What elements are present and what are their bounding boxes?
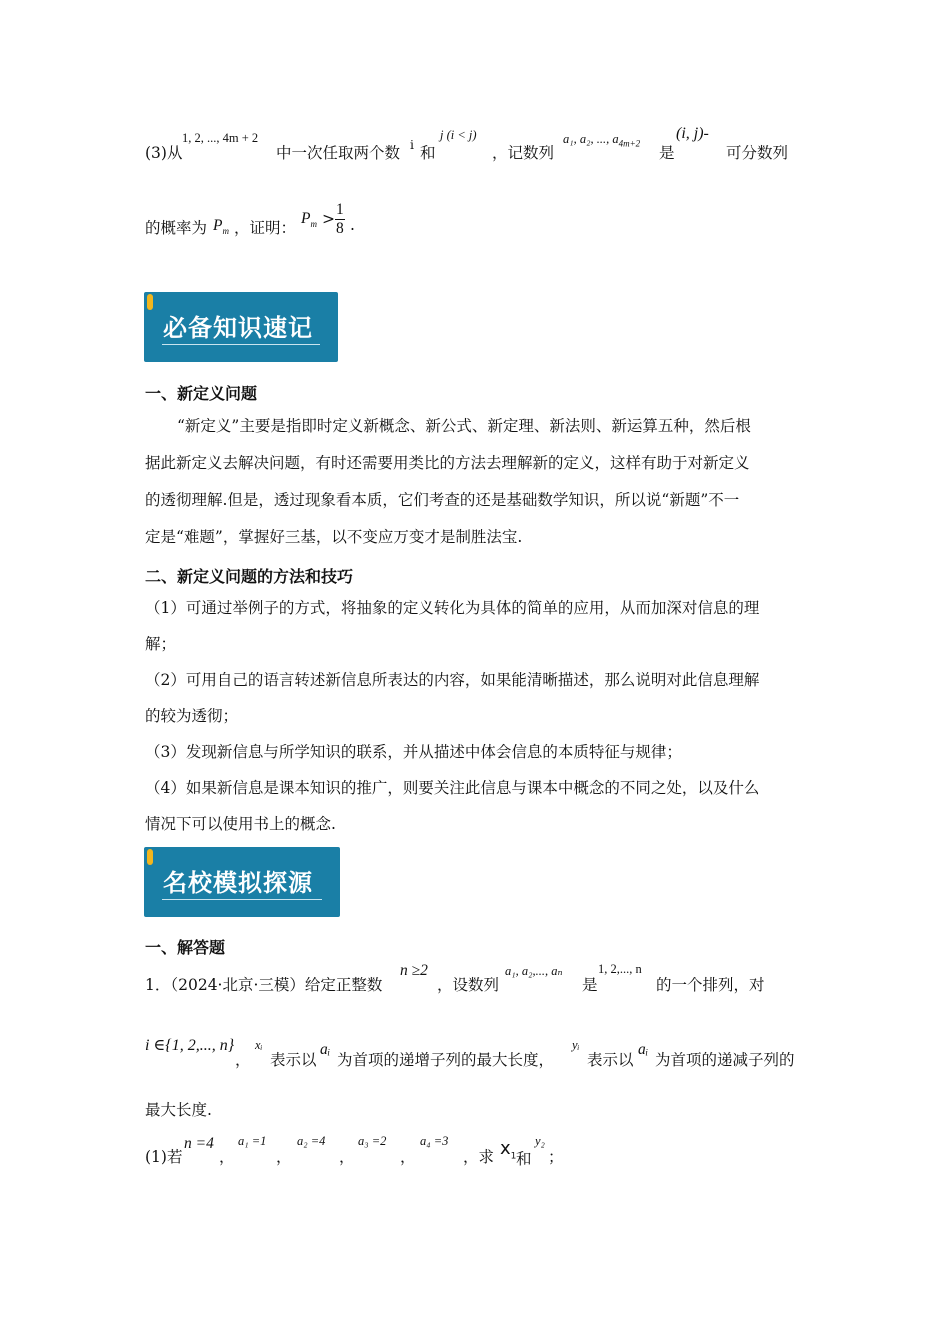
section1-title: 一、新定义问题 <box>145 384 258 403</box>
list-item: （4）如果新信息是课本知识的推广，则要关注此信息与课本中概念的不同之处，以及什么 <box>145 779 760 797</box>
problem1-prefix: 1．（2024·北京·三模）给定正整数 <box>145 976 383 994</box>
q3-set: 1, 2, ..., 4m + 2 <box>182 131 259 145</box>
q1-comma: ， <box>276 1148 292 1166</box>
q3-ineq-op: > <box>322 210 335 228</box>
q3-tail: 可分数列 <box>726 144 789 162</box>
section1-line: 据此新定义去解决问题，有时还需要用类比的方法去理解新的定义，这样有助于对新定义 <box>145 454 750 472</box>
section1-line: 的透彻理解.但是，透过现象看本质，它们考查的还是基础数学知识，所以说“新题”不一 <box>145 491 740 509</box>
banner-exam-source <box>144 847 340 917</box>
list-item: （3）发现新信息与所学知识的联系，并从描述中体会信息的本质特征与规律； <box>145 743 682 761</box>
problem1-xi-text: 表示以 <box>270 1051 317 1069</box>
q3-end: . <box>350 216 355 234</box>
q3-mid2: ，记数列 <box>492 144 555 162</box>
q1-x1: $x_1$ <box>500 1138 517 1162</box>
problem1-n-ge: n ≥2 <box>400 962 428 979</box>
section1-line: “新定义”主要是指即时定义新概念、新公式、新定理、新法则、新运算五种，然后根 <box>177 417 751 435</box>
q3-and: 和 <box>420 144 436 162</box>
section3-title: 一、解答题 <box>145 938 226 957</box>
banner-underline <box>162 899 322 900</box>
banner-tab-icon <box>147 849 153 865</box>
problem1-seq: a₁, a₂,..., aₙ <box>505 964 563 978</box>
q1-cond-a4: a₄ =3 <box>420 1134 449 1148</box>
problem1-range: 1, 2,..., n <box>598 962 642 976</box>
section2-title: 二、新定义问题的方法和技巧 <box>145 567 354 586</box>
problem1-is: 是 <box>582 976 598 994</box>
banner-label: 必备知识速记 <box>163 314 313 342</box>
q3-fraction: $\frac{1}{8}$ <box>336 201 344 237</box>
list-item: （2）可用自己的语言转述新信息所表达的内容，如果能清晰描述，那么说明对此信息理解 <box>145 671 760 689</box>
problem1-ai-2: aᵢ <box>638 1041 649 1058</box>
q1-he: 和 <box>516 1150 532 1168</box>
q3-ineq-left: $P_m$ <box>301 210 317 230</box>
q3-is: 是 <box>659 144 675 162</box>
list-item-cont: 的较为透彻； <box>145 707 239 725</box>
banner-underline <box>162 344 320 345</box>
problem1-tail: 的一个排列，对 <box>656 976 765 994</box>
q3-prefix: (3)从 <box>145 144 183 162</box>
q1-ask: ，求 <box>463 1148 495 1166</box>
banner-label: 名校模拟探源 <box>163 869 313 897</box>
q1-cond-n: n =4 <box>184 1135 214 1152</box>
problem1-ai: aᵢ <box>320 1041 331 1058</box>
problem1-xi: xᵢ <box>255 1038 263 1052</box>
q3-i: i <box>410 137 414 152</box>
q1-comma: ， <box>400 1148 416 1166</box>
problem1-yi: yᵢ <box>572 1038 580 1052</box>
problem1-i-in: i ∈{1, 2,..., n} <box>145 1037 235 1054</box>
q3-jcond: j (i < j) <box>440 128 477 142</box>
q1-comma: ， <box>219 1148 235 1166</box>
q1-cond-a1: a₁ =1 <box>238 1134 267 1148</box>
banner-knowledge <box>144 292 338 362</box>
q3-p: $P_m$ <box>213 217 229 237</box>
q3-pair: (i, j)- <box>676 125 709 142</box>
problem1-line3: 最大长度. <box>145 1101 212 1119</box>
section2-list <box>145 590 810 842</box>
q1-end: ； <box>548 1148 564 1166</box>
problem1-yi-text: 表示以 <box>587 1051 634 1069</box>
q3-seq: a₁, a₂, ..., $a_{4m+2}$ <box>563 132 641 149</box>
q3-line2-mid: ，证明： <box>234 219 297 237</box>
problem1-comma: ， <box>235 1051 251 1069</box>
list-item-cont: 情况下可以使用书上的概念. <box>145 815 336 833</box>
q1-prefix: (1)若 <box>145 1148 183 1166</box>
list-item: （1）可通过举例子的方式，将抽象的定义转化为具体的简单的应用，从而加深对信息的理 <box>145 599 760 617</box>
q1-cond-a2: a₂ =4 <box>297 1134 326 1148</box>
problem1-inc-text: 为首项的递增子列的最大长度， <box>337 1051 555 1069</box>
q1-y2: y₂ <box>535 1134 545 1148</box>
q3-line2-prefix: 的概率为 <box>145 219 208 237</box>
section1-line: 定是“难题”，掌握好三基，以不变应万变才是制胜法宝. <box>145 528 523 546</box>
q1-cond-a3: a₃ =2 <box>358 1134 387 1148</box>
list-item-cont: 解； <box>145 635 177 653</box>
problem1-mid: ，设数列 <box>437 976 500 994</box>
banner-tab-icon <box>147 294 153 310</box>
q1-comma: ， <box>339 1148 355 1166</box>
section1-paragraph <box>145 408 810 556</box>
problem1-dec-text: 为首项的递减子列的 <box>655 1051 795 1069</box>
q3-mid1: 中一次任取两个数 <box>276 144 401 162</box>
